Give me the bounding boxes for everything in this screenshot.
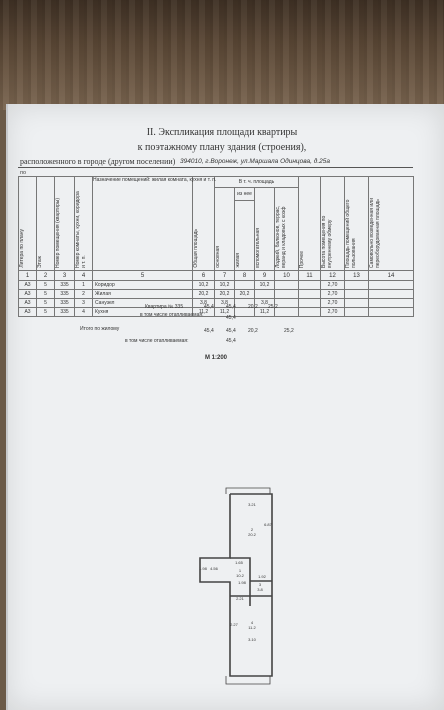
cell-living (235, 281, 255, 290)
cell-balcony (275, 299, 299, 308)
plan-dim: 1.65 (235, 560, 243, 565)
cell-aux: 10,2 (255, 281, 275, 290)
header-main: основная (215, 188, 235, 271)
plan-room-number: 3 (258, 582, 262, 587)
cell-main: 3,8 (215, 299, 235, 308)
cell-aux (255, 290, 275, 299)
header-unauth: Самовольно возведенная или переоборудованная площадь (369, 177, 414, 271)
cell-unauth (369, 281, 414, 290)
column-numbers-row (19, 271, 414, 281)
sheet-edge (6, 104, 8, 710)
living-living: 20,2 (248, 328, 258, 334)
document-subtitle: к поэтажному плану здания (строения), (137, 142, 307, 153)
cell-apt: 335 (55, 299, 75, 308)
plan-dim: 3.10 (248, 637, 256, 642)
cell-owned (345, 281, 369, 290)
cell-balcony (275, 281, 299, 290)
address-underline (18, 167, 413, 168)
living-main: 45,4 (226, 328, 236, 334)
col-number: 6 (193, 271, 215, 281)
cell-name: Коридор (93, 281, 193, 290)
cell-total: 11,2 (193, 308, 215, 317)
living-total: 45,4 (204, 328, 214, 334)
cell-total: 10,2 (193, 281, 215, 290)
header-incl: В т. ч. площадь (215, 177, 299, 188)
plan-room-area: 11.2 (248, 625, 256, 630)
plan-room-area: 3.8 (257, 587, 263, 592)
living-heated-value: 45,4 (226, 338, 236, 344)
address-value: 394010, г.Воронеж, ул.Маршала Одинцова, д.25а (180, 158, 330, 165)
table-row (19, 290, 414, 299)
table-row (19, 281, 414, 290)
header-room: Номер комнаты, кухни, коридора и т. п. (75, 177, 93, 271)
col-number: 1 (19, 271, 37, 281)
address-prefix: расположенного в городе (другом поселении) (20, 157, 176, 166)
header-living: жилая (235, 200, 255, 270)
apt-heated-value: 45,4 (226, 315, 236, 321)
cell-height: 2,70 (321, 290, 345, 299)
cell-floor: 5 (37, 281, 55, 290)
col-number: 4 (75, 271, 93, 281)
col-number: 13 (345, 271, 369, 281)
plan-room-area: 10.2 (236, 573, 244, 578)
cell-liter: А3 (19, 308, 37, 317)
col-number: 11 (299, 271, 321, 281)
apt-summary-aux: 25,2 (268, 304, 278, 310)
col-number: 9 (255, 271, 275, 281)
cell-room: 2 (75, 290, 93, 299)
header-height: Высота помещения по внутреннему обмеру (321, 177, 345, 271)
cell-main: 10,2 (215, 281, 235, 290)
cell-unauth (369, 308, 414, 317)
cell-room: 4 (75, 308, 93, 317)
apt-summary-total: 45,4 (204, 304, 214, 310)
col-number: 2 (37, 271, 55, 281)
cell-balcony (275, 290, 299, 299)
table-row (19, 308, 414, 317)
cell-unauth (369, 299, 414, 308)
scale-label: М 1:200 (205, 355, 228, 361)
header-other: Прочее (299, 177, 321, 271)
plan-dim: 3.21 (248, 502, 256, 507)
col-number: 14 (369, 271, 414, 281)
plan-room-area: 20.2 (248, 532, 256, 537)
cell-other (299, 290, 321, 299)
col-number: 7 (215, 271, 235, 281)
header-floor: Этаж (37, 177, 55, 271)
cell-owned (345, 290, 369, 299)
living-aux: 25,2 (284, 328, 294, 334)
apt-summary-label: Квартира № 335 (145, 304, 184, 310)
cell-liter: А3 (19, 290, 37, 299)
table-row (19, 299, 414, 308)
cell-liter: А3 (19, 281, 37, 290)
cell-total: 3,8 (193, 299, 215, 308)
cell-owned (345, 308, 369, 317)
cell-other (299, 281, 321, 290)
cell-aux: 3,8 (255, 299, 275, 308)
cell-height: 2,70 (321, 308, 345, 317)
cell-room: 3 (75, 299, 93, 308)
cell-balcony (275, 308, 299, 317)
cell-other (299, 299, 321, 308)
cell-apt: 335 (55, 281, 75, 290)
cell-room: 1 (75, 281, 93, 290)
living-total-label: Итого по жилому (80, 326, 120, 332)
header-liter: Литера по плану (19, 177, 37, 271)
cell-name: Санузел (93, 299, 193, 308)
col-number: 5 (93, 271, 193, 281)
header-balcony: Лоджий, балконов, террас, веранд и кладовых с коэф (275, 188, 299, 271)
header-total: Общая площадь (193, 177, 215, 271)
vo-label: по (20, 170, 27, 176)
plan-room-number: 4 (250, 620, 254, 625)
cell-aux: 11,2 (255, 308, 275, 317)
header-name: Назначение помещений: жилая комната, кухня и т. п. (93, 177, 193, 271)
header-aux: вспомогательная (255, 188, 275, 271)
cell-other (299, 308, 321, 317)
cell-living: 20,2 (235, 290, 255, 299)
col-number: 10 (275, 271, 299, 281)
cell-main: 20,2 (215, 290, 235, 299)
apt-summary-living: 20,2 (248, 304, 258, 310)
wood-grain-texture (0, 0, 444, 110)
cell-floor: 5 (37, 290, 55, 299)
cell-liter: А3 (19, 299, 37, 308)
cell-name: Жилая (93, 290, 193, 299)
plan-dim: 6.87 (264, 522, 272, 527)
cell-apt: 335 (55, 308, 75, 317)
cell-floor: 5 (37, 308, 55, 317)
plan-dim: 1.98 (199, 566, 207, 571)
cell-height: 2,70 (321, 299, 345, 308)
header-of-which: из нее (235, 188, 255, 201)
plan-dim: 4.56 (210, 566, 218, 571)
apt-summary-main: 45,4 (226, 304, 236, 310)
cell-total: 20,2 (193, 290, 215, 299)
plan-room-number: 2 (250, 527, 254, 532)
col-number: 8 (235, 271, 255, 281)
col-number: 12 (321, 271, 345, 281)
cell-name: Кухня (93, 308, 193, 317)
living-heated-label: в том числе отапливаемая: (125, 338, 189, 344)
col-number: 3 (55, 271, 75, 281)
plan-dim: 1.92 (258, 574, 266, 579)
cell-floor: 5 (37, 299, 55, 308)
cell-height: 2,70 (321, 281, 345, 290)
document-title: II. Экспликация площади квартиры (146, 127, 298, 138)
header-owned: Площадь помещений общего пользования (345, 177, 369, 271)
cell-apt: 335 (55, 290, 75, 299)
plan-dim: 1.98 (238, 580, 246, 585)
plan-dim: 2.27 (230, 622, 238, 627)
cell-owned (345, 299, 369, 308)
explication-table (18, 176, 414, 317)
plan-dim: 2.21 (236, 596, 244, 601)
floor-plan (192, 486, 282, 686)
plan-room-number: 1 (238, 568, 242, 573)
apt-heated-label: в том числе отапливаемая: (140, 312, 204, 318)
cell-unauth (369, 290, 414, 299)
plan-walls (200, 488, 272, 684)
cell-main: 11,2 (215, 308, 235, 317)
header-apt: Номер помещения (квартиры) (55, 177, 75, 271)
